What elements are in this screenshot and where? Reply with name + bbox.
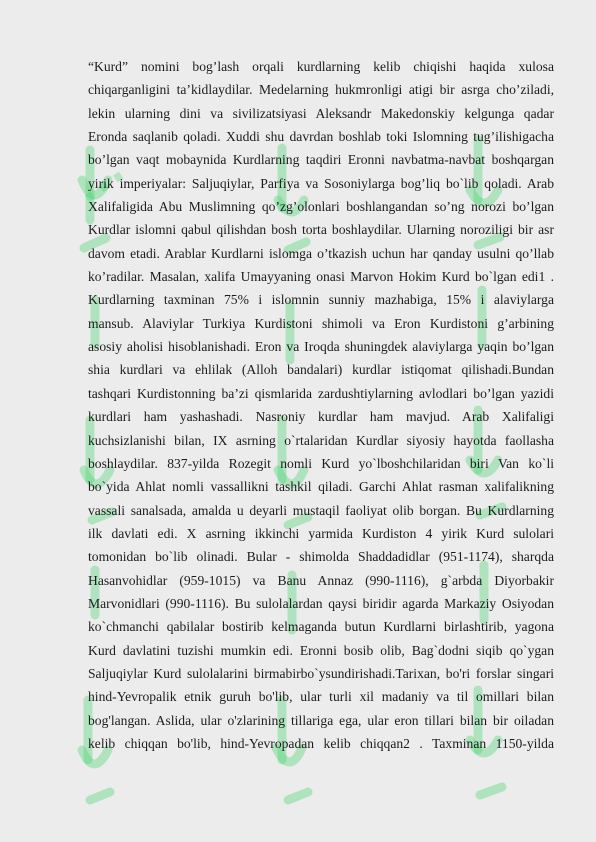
text-line: “Kurd” nomini bog’lash orqali kurdlarning kelib chiqishi haqida xulosa	[88, 59, 554, 74]
text-line: Eronda saqlanib qoladi. Xuddi shu davrdan boshlab toki Islomning tug’ilishigacha	[88, 129, 554, 145]
text-line: ko`chmanchi qabilalar bostirib kelmaganda butun Kurdlarni birlashtirib, yagona	[88, 619, 554, 635]
text-line: ilk davlati edi. X asrning ikkinchi yarmida Kurdiston 4 yirik Kurd sulolari	[88, 525, 554, 541]
text-line: chiqarganligini ta’kidlaydilar. Medelarning hukmronligi atigi bir asrga cho’ziladi,	[88, 82, 554, 98]
text-line: yirik imperiyalar: Saljuqiylar, Parfiya va Sosoniylarga bog’liq bo`lib qoladi. Arab	[88, 175, 554, 191]
watermark-mark	[90, 792, 110, 800]
text-line: kuchsizlanishi bilan, IX asrning o`rtalaridan Kurdlar siyosiy hayotda faollasha	[88, 432, 554, 448]
text-line: bog'langan. Aslida, ular o'zlarining tillariga ega, ular eron tillari bilan bir oiladan	[88, 712, 554, 728]
text-line: kelib chiqqan bo'lib, hind-Yevropadan kelib chiqqan2 . Taxminan 1150-yilda	[88, 735, 554, 751]
text-line: Hasanvohidlar (959-1015) va Banu Annaz (990-1116), g`arbda Diyorbakir	[88, 572, 554, 588]
text-line: tashqari Kurdistonning ba’zi qismlarida zardushtiylarning avlodlari bo’lgan yazidi	[88, 385, 554, 401]
text-line: mansub. Alaviylar Turkiya Kurdistoni shimoli va Eron Kurdistoni g’arbining	[88, 315, 554, 331]
text-line: vassali sanalsada, amalda u deyarli mustaqil faoliyat olib borgan. Bu Kurdlarning	[88, 502, 554, 518]
text-line: davom etadi. Arablar Kurdlarni islomga o’tkazish uchun har qanday usulni qo’llab	[88, 245, 554, 261]
text-line: kurdlari ham yashashadi. Nasroniy kurdlar ham mavjud. Arab Xalifaligi	[88, 409, 554, 425]
text-line: hind-Yevropalik etnik guruh bo'lib, ular turli xil madaniy va til omillari bilan	[88, 689, 554, 705]
text-line: boshlaydilar. 837-yilda Rozegit nomli Kurd yo`lboshchilaridan biri Van ko`li	[88, 455, 554, 471]
text-line: Marvonidlari (990-1116). Bu sulolalardan qaysi biridir agarda Markaziy Osiyodan	[88, 595, 554, 611]
text-line: ko’radilar. Masalan, xalifa Umayyaning onasi Marvon Hokim Kurd bo`lgan edi1 .	[88, 269, 554, 285]
text-line: shia kurdlari va ehlilak (Alloh bandalari) kurdlar istiqomat qilishadi.Bundan	[88, 362, 554, 378]
text-line: lekin ularning dini va sivilizatsiyasi Aleksandr Makedonskiy kelgunga qadar	[88, 105, 554, 121]
text-line: Kurd davlatini tuzishi mumkin edi. Eronni bosib olib, Bag`dodni siqib qo`ygan	[88, 642, 554, 658]
text-line: asosiy aholisi hisoblanishadi. Eron va Iroqda shuningdek alaviylarga yaqin bo’lgan	[88, 339, 554, 355]
text-line: Kurdlarning taxminan 75% i islomnin sunniy mazhabiga, 15% i alaviylarga	[88, 292, 554, 308]
text-line: bo’lgan vaqt mobaynida Kurdlarning taqdiri Eronni navbatma-navbat boshqargan	[88, 152, 554, 168]
text-line: bo`yida Ahlat nomli vassallikni tashkil qiladi. Garchi Ahlat rasman xalifalikning	[88, 479, 554, 495]
watermark-mark	[480, 787, 502, 795]
text-line: Xalifaligida Abu Muslimning qo’zg’olonlari boshlangandan so’ng norozi bo’lgan	[88, 199, 554, 215]
text-line: Saljuqiylar Kurd sulolalarini birmabirbo`ysundirishadi.Tarixan, bo'ri forslar singari	[88, 665, 554, 681]
watermark-mark: ⋯	[65, 147, 142, 225]
text-line: tomonidan bo`lib olinadi. Bular - shimolda Shaddadidlar (951-1174), sharqda	[88, 549, 554, 565]
text-line: Kurdlar islomni qabul qilishdan bosh torta boshlaydilar. Ularning noroziligi bir asr	[88, 222, 554, 238]
body-text	[88, 55, 554, 755]
watermark-mark	[288, 792, 308, 800]
